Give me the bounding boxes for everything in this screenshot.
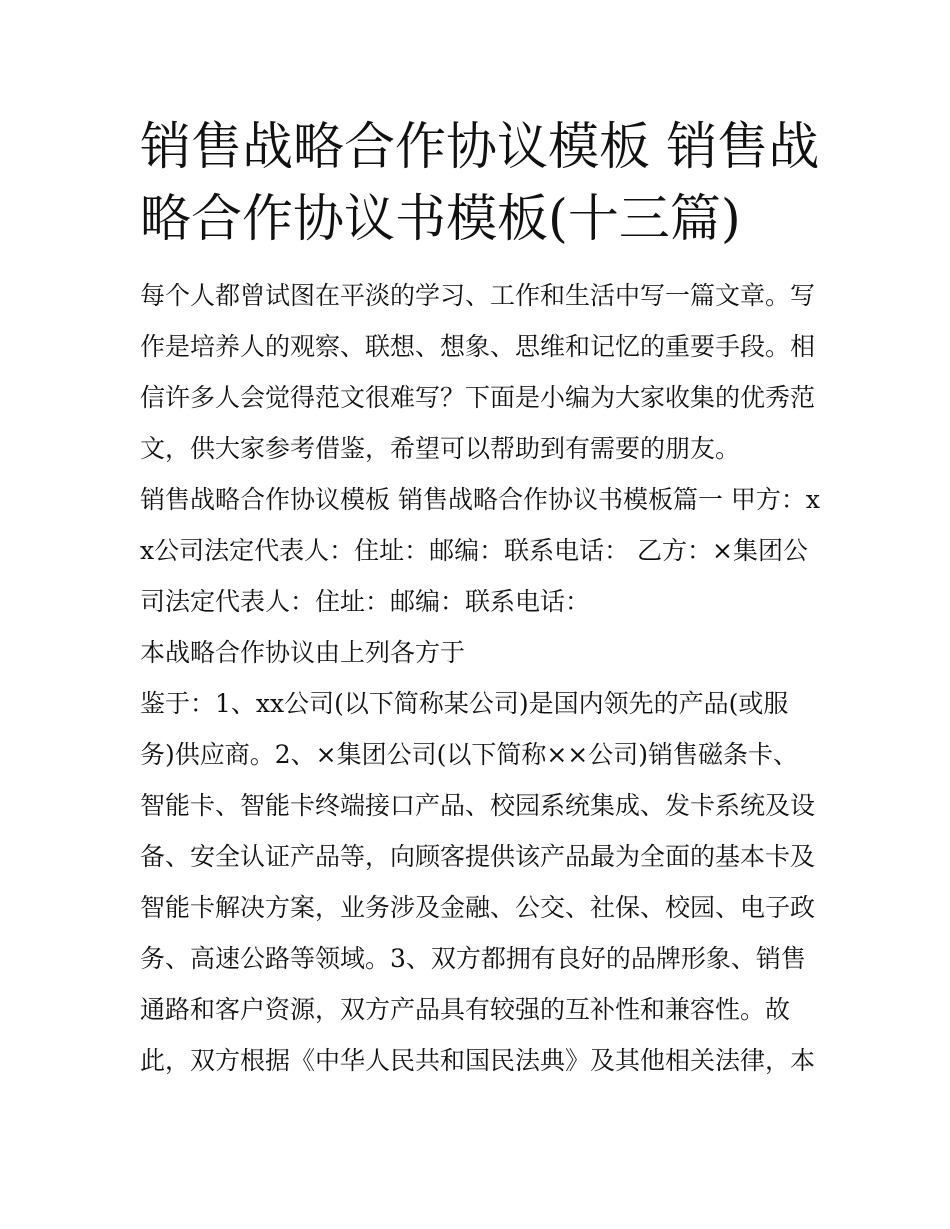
document-title: 销售战略合作协议模板 销售战略合作协议书模板(十三篇): [140, 118, 820, 249]
paragraph-parties: 销售战略合作协议模板 销售战略合作协议书模板篇一 甲方：xx公司法定代表人：住址：邮编：联系电话： 乙方：×集团公司法定代表人：住址：邮编：联系电话：: [140, 485, 820, 616]
paragraph-agreement-date: 本战略合作协议由上列各方于: [140, 638, 466, 667]
document-page: [140, 112, 820, 1086]
document-body: [140, 270, 820, 1086]
paragraph-whereas: 鉴于：1、xx公司(以下简称某公司)是国内领先的产品(或服务)供应商。2、×集团公司(以下简称××公司)销售磁条卡、智能卡、智能卡终端接口产品、校园系统集成、发卡系统及设备、安全认证产品等，向顾客提供该产品最为全面的基本卡及智能卡解决方案，业务涉及金融、公交、社保、校园、电子政务、高速公路等领域。3、双方都拥有良好的品牌形象、销售通路和客户资源，双方产品具有较强的互补性和兼容性。故此，双方根据《中华人民共和国民法典》及其他相关法律，本: [140, 689, 816, 1075]
paragraph-intro: 每个人都曾试图在平淡的学习、工作和生活中写一篇文章。写作是培养人的观察、联想、想象、思维和记忆的重要手段。相信许多人会觉得范文很难写？下面是小编为大家收集的优秀范文，供大家参考借鉴，希望可以帮助到有需要的朋友。: [140, 281, 816, 463]
